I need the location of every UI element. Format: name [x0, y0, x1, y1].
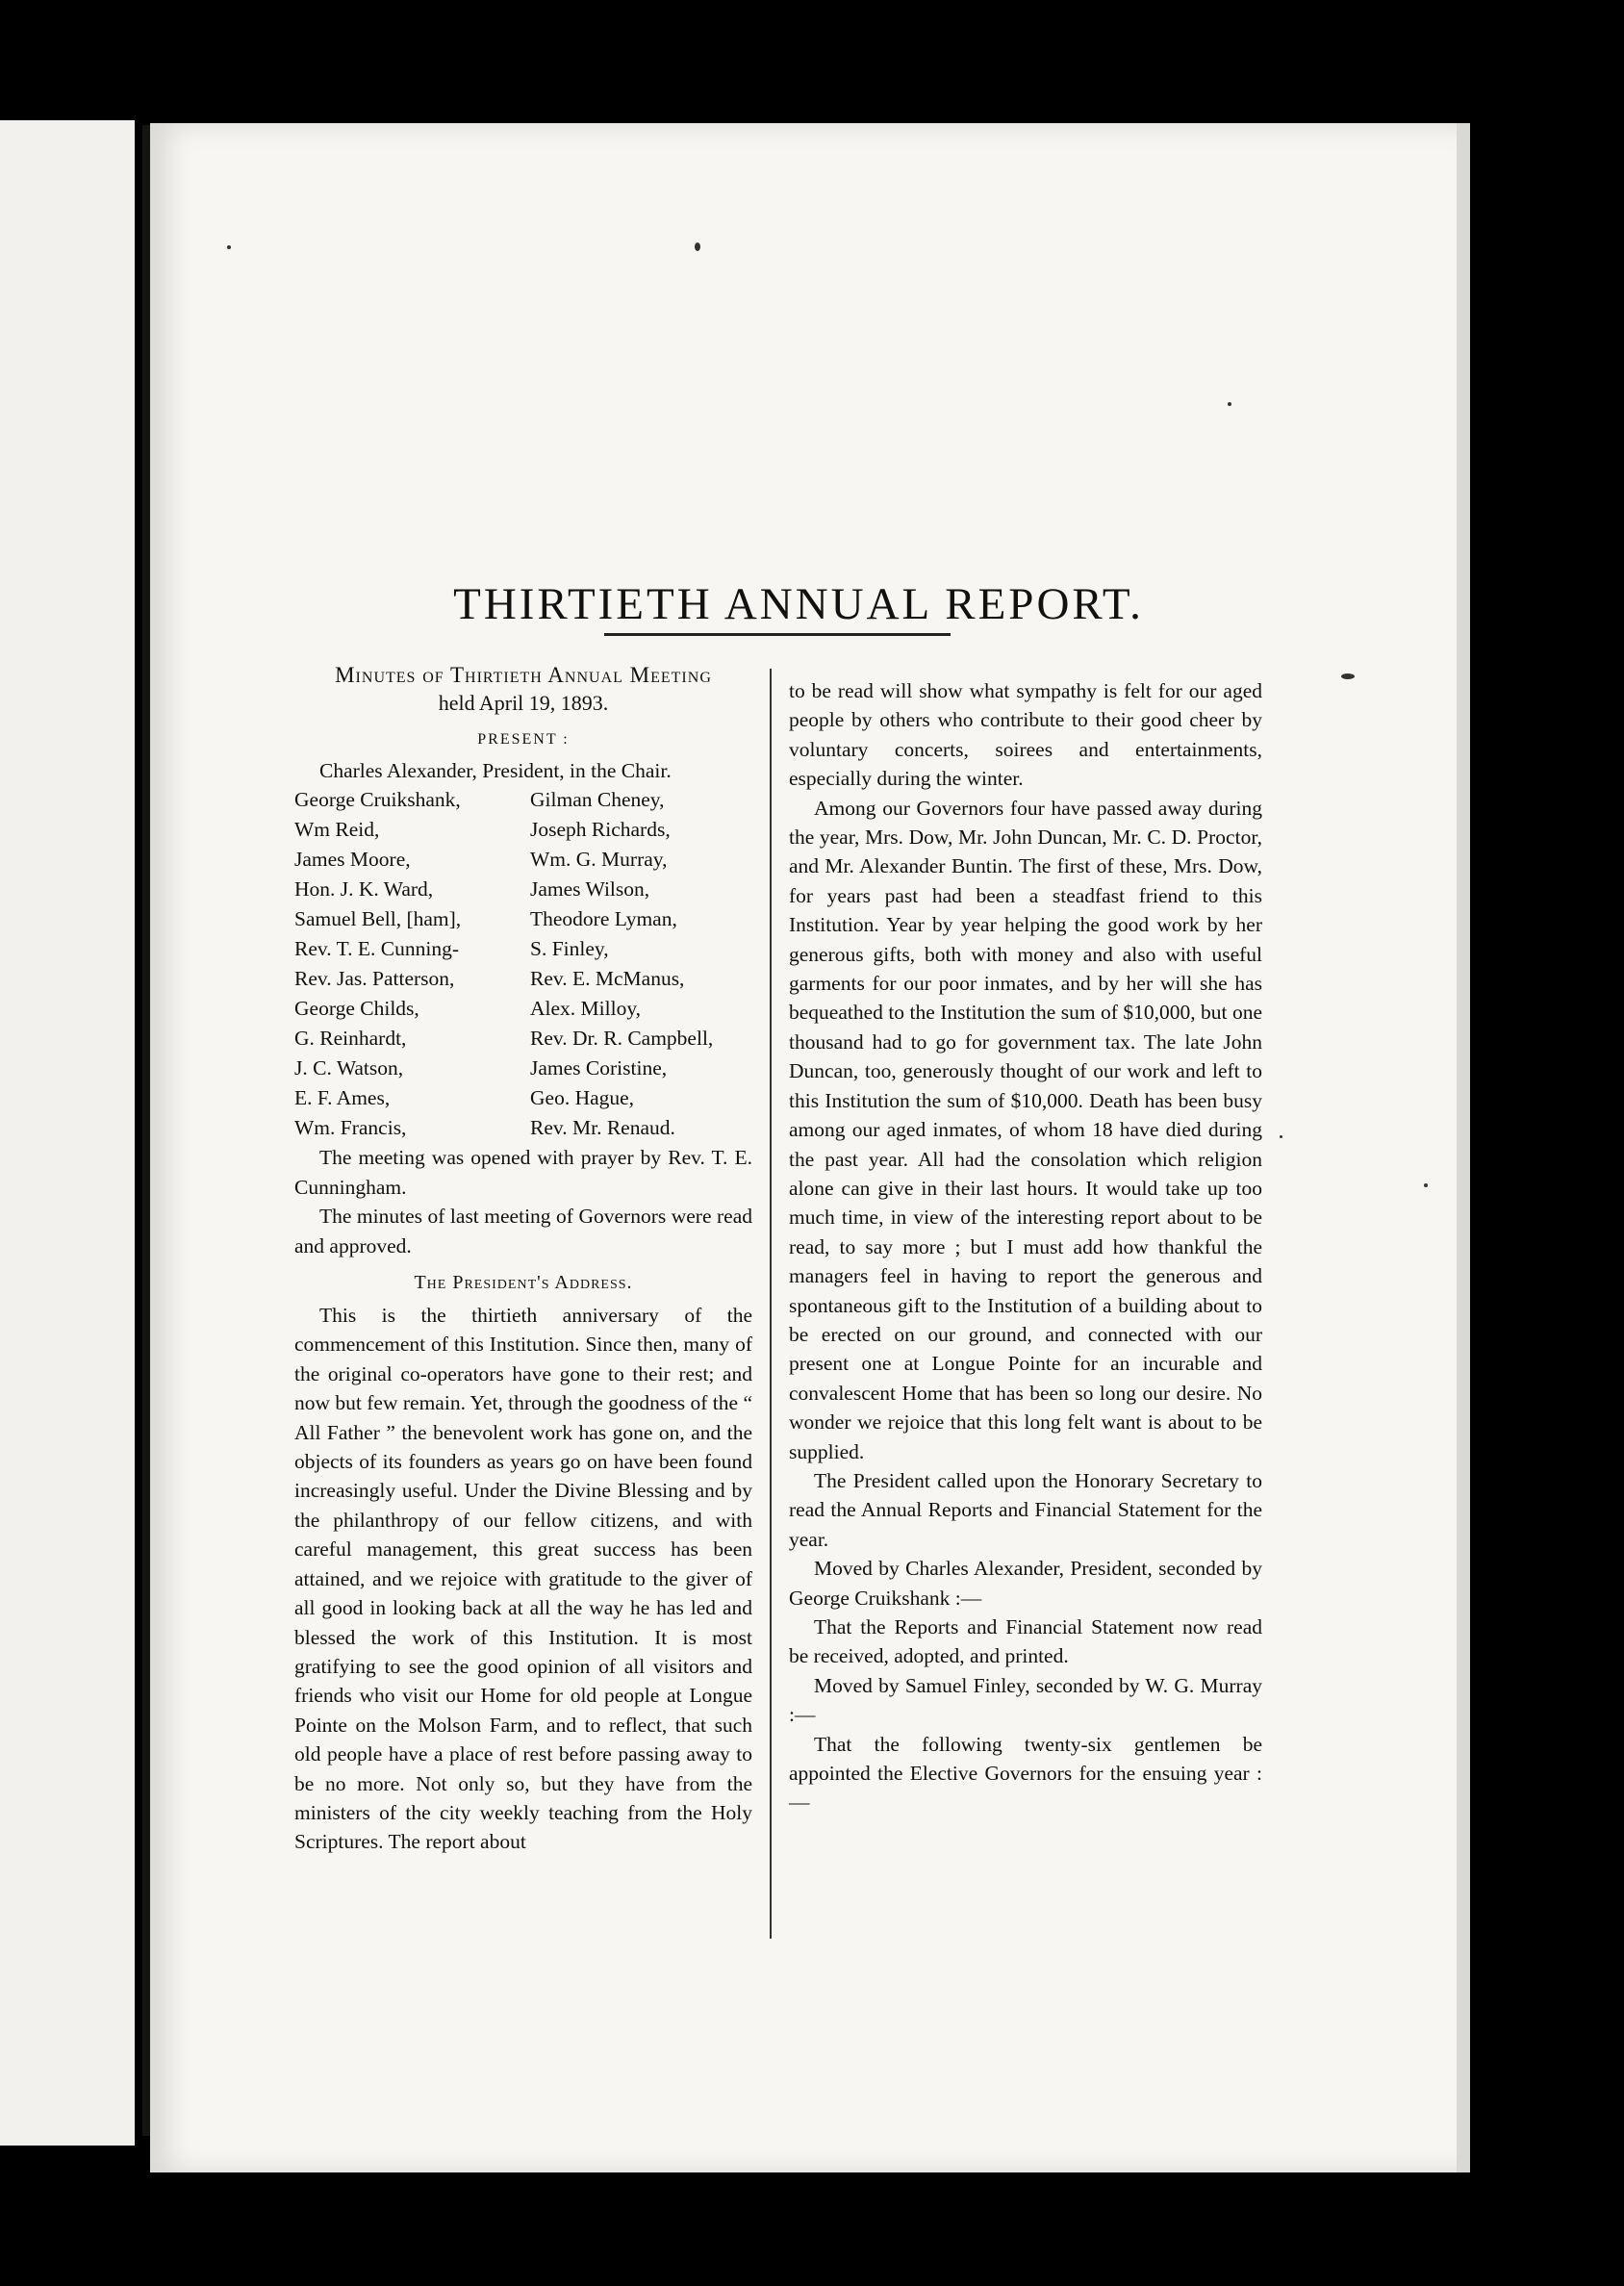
address-heading: The President's Address. [414, 1272, 633, 1294]
address-paragraph: This is the thirtieth anniversary of the commencement of this Institution. Since then, many of the original co-operators have gone to their rest; and now but few remain. Yet, through the goodness of the “ All Father ” the benevolent work has gone on, and the objects of its founders as years go on have been found increasingly useful. Under the Divine Blessing and by the philanthropy of our fellow citizens, and with careful management, this great success has been attained, and we rejoice with gratitude to the giver of all good in looking back at all the way he has led and blessed the work of this Institution. It is most gratifying to see the good opinion of all visitors and friends who visit our Home for old people at Longue Pointe on the Molson Farm, and to reflect, that such old people have a place of rest before passing away to be no more. Not only so, but they have from the ministers of the city weekly teaching from the Holy Scriptures. The report about [294, 1304, 752, 1854]
attendee-name: James Coristine, [530, 1056, 668, 1080]
attendee-name: Rev. E. McManus, [530, 967, 685, 991]
scan-speck [1341, 673, 1355, 679]
attendee-name: Gilman Cheney, [530, 788, 665, 812]
chair-line: Charles Alexander, President, in the Chair. [319, 759, 672, 782]
attendee-name: Joseph Richards, [530, 818, 671, 842]
attendee-column-2 [530, 785, 752, 1143]
attendee-name: Wm. G. Murray, [530, 848, 668, 872]
attendee-name: Rev. Jas. Patterson, [294, 967, 455, 991]
attendee-name: E. F. Ames, [294, 1086, 391, 1110]
scan-speck [1424, 1183, 1428, 1187]
proceedings-paragraph: The President called upon the Honorary Secretary to read the Annual Reports and Financial Statement for the year. [789, 1468, 1262, 1551]
attendee-name: Rev. T. E. Cunning- [294, 937, 459, 961]
attendee-name: J. C. Watson, [294, 1056, 404, 1080]
scan-speck [695, 242, 700, 251]
minutes-heading: Minutes of Thirtieth Annual Meeting [335, 663, 712, 687]
resolution-paragraph: That the following twenty-six gentlemen be appointed the Elective Governors for the ensuing year :— [789, 1732, 1262, 1815]
page-title: THIRTIETH ANNUAL REPORT. [453, 579, 1144, 630]
motion-paragraph: Moved by Samuel Finley, seconded by W. G. Murray :— [789, 1673, 1262, 1727]
page-right-edge [1457, 123, 1470, 2172]
attendee-name: James Moore, [294, 848, 411, 872]
attendee-name: Wm Reid, [294, 818, 380, 842]
attendee-name: Wm. Francis, [294, 1116, 407, 1140]
attendee-name: Rev. Mr. Renaud. [530, 1116, 675, 1140]
meeting-date: held April 19, 1893. [438, 691, 609, 715]
address-paragraph: Among our Governors four have passed away during the year, Mrs. Dow, Mr. John Duncan, Mr. C. D. Proctor, and Mr. Alexander Buntin. The first of these, Mrs. Dow, for years past had been a steadfast friend to this Institution. Year by year helping the good work by her generous gifts, both with money and also with useful garments for our poor inmates, and by her will she has bequeathed to the Institution the sum of $10,000, but one thousand had to go for government tax. The late John Duncan, too, generously thought of our work and left to this Institution the sum of $10,000. Death has been busy among our aged inmates, of whom 18 have died during the past year. All had the consolation which religion alone can give in their last hours. It would take up too much time, in view of the interesting report about to be read, to say more ; but I must add how thankful the managers feel in having to report the generous and spontaneous gift to the Institution of a building about to be erected on our ground, and connected with our present one at Longue Pointe for an incurable and convalescent Home that has been so long our desire. No wonder we rejoice that this long felt want is about to be supplied. [789, 796, 1262, 1463]
opening-prayer: The meeting was opened with prayer by Rev. T. E. Cunningham. [294, 1146, 752, 1199]
minutes-approved: The minutes of last meeting of Governors were read and approved. [294, 1205, 752, 1257]
facing-page-edge [0, 120, 135, 2146]
right-column [789, 676, 1262, 1817]
title-rule [604, 633, 951, 636]
present-label: PRESENT : [477, 731, 570, 748]
attendee-name: S. Finley, [530, 937, 609, 961]
attendee-name: Theodore Lyman, [530, 907, 677, 931]
attendee-name: G. Reinhardt, [294, 1027, 407, 1051]
attendee-list [294, 785, 752, 1143]
attendee-name: Hon. J. K. Ward, [294, 877, 434, 902]
attendee-name: George Cruikshank, [294, 788, 461, 812]
attendee-name: Rev. Dr. R. Campbell, [530, 1027, 714, 1051]
scan-speck [1280, 1135, 1282, 1138]
attendee-name: James Wilson, [530, 877, 650, 902]
binding-gutter [142, 125, 150, 2136]
address-paragraph-continued: to be read will show what sympathy is felt for our aged people by others who contribute to their good cheer by voluntary concerts, soirees and entertainments, especially during the winter. [789, 679, 1262, 791]
scan-speck [227, 245, 231, 249]
left-column [294, 662, 752, 1857]
resolution-paragraph: That the Reports and Financial Statement now read be received, adopted, and printed. [789, 1615, 1262, 1668]
scan-speck [1228, 402, 1231, 406]
attendee-name: Alex. Milloy, [530, 997, 642, 1021]
attendee-name: Geo. Hague, [530, 1086, 635, 1110]
motion-paragraph: Moved by Charles Alexander, President, seconded by George Cruikshank :— [789, 1557, 1262, 1610]
attendee-name: George Childs, [294, 997, 419, 1021]
column-divider [770, 669, 772, 1939]
attendee-name: Samuel Bell, [ham], [294, 907, 462, 931]
attendee-column-1 [294, 785, 530, 1143]
